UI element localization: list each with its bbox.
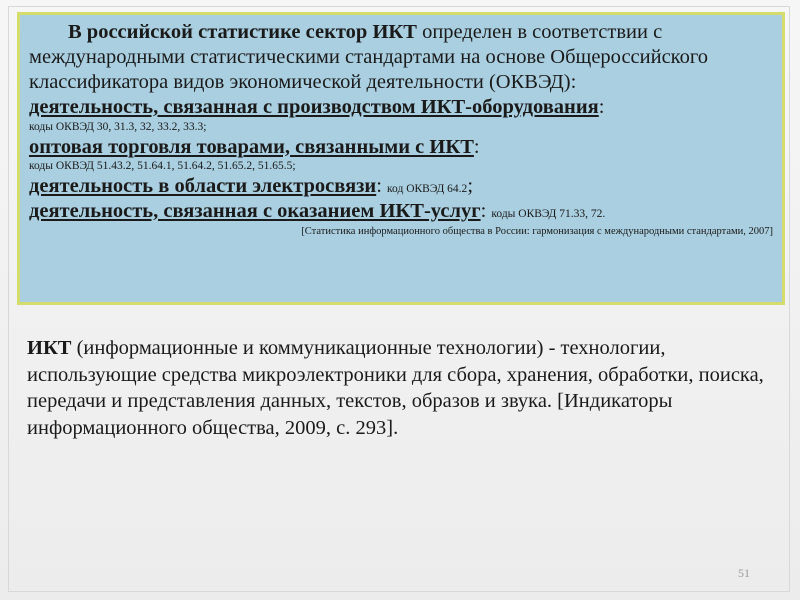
category-title: оптовая торговля товарами, связанными с ИКТ [29, 135, 474, 158]
category-manufacturing [29, 95, 773, 120]
category-title: деятельность, связанная с производством ИКТ-оборудования [29, 96, 599, 118]
source-citation: [Статистика информационного общества в России: гармонизация с международными стандартами, 2007] [301, 226, 773, 237]
category-title: деятельность, связанная с оказанием ИКТ-услуг [29, 199, 481, 222]
category-title: деятельность в области электросвязи [29, 175, 377, 197]
category-telecom [29, 174, 773, 199]
category-separator: : [598, 96, 605, 118]
category-separator: : [473, 135, 480, 158]
category-separator: : [480, 199, 487, 222]
category-separator: : [376, 175, 382, 197]
category-codes: код ОКВЭД 64.2 [387, 183, 468, 195]
intro-paragraph [29, 20, 773, 95]
category-codes: коды ОКВЭД 71.33, 72. [491, 207, 606, 220]
category-wholesale [29, 135, 773, 160]
definition-term: ИКТ [27, 337, 72, 359]
ict-sector-box [17, 12, 785, 305]
category-services [29, 199, 773, 224]
category-codes: коды ОКВЭД 51.43.2, 51.64.1, 51.64.2, 51.65.2, 51.65.5; [29, 160, 296, 172]
ict-definition [27, 335, 777, 441]
definition-text: (информационные и коммуникационные технологии) - технологии, использующие средства микроэлектроники для сбора, хранения, обработки, поиска, передачи и представления данных, текстов, образов и звука. [Индикаторы информационного общества, 2009, с. 293]. [27, 337, 764, 439]
category-tail: ; [467, 175, 474, 197]
intro-text: определен в соответствии с международными статистическими стандартами на основе Общероссийского классификатора видов экономической деятельности (ОКВЭД): [29, 21, 708, 93]
intro-bold-text: В российской статистике сектор ИКТ [68, 21, 417, 43]
category-codes: коды ОКВЭД 30, 31.3, 32, 33.2, 33.3; [29, 120, 207, 133]
slide-number: 51 [738, 566, 750, 580]
